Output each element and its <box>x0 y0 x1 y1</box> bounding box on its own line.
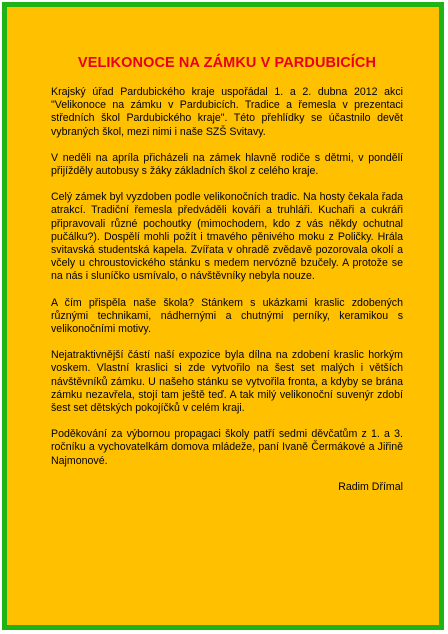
article-title: VELIKONOCE NA ZÁMKU V PARDUBICÍCH <box>77 55 377 71</box>
paragraph-1: Krajský úřad Pardubického kraje uspořádal 1. a 2. dubna 2012 akci "Velikonoce na zámku v Pardubicích. Tradice a řemesla v prezentaci středních škol Pardubického kraje". Této přehlídky se účastnilo devět vybraných škol, mezi nimi i naše SZŠ Svitavy. <box>51 86 403 138</box>
signature: Radim Dřímal <box>338 480 403 493</box>
paragraph-5: Nejatraktivnější částí naší expozice byla dílna na zdobení kraslic horkým voskem. Vlastní kraslici si zde vytvořilo na šest set malých i větších návštěvníků zámku. U našeho stánku se vytvořila fronta, a kdyby se brána zámku nezavřela, stojí tam ještě teď. A tak milý velikonoční suvenýr zdobí šest set dětských pokojíčků v celém kraji. <box>51 349 403 415</box>
paragraph-2: V neděli na apríla přicházeli na zámek hlavně rodiče s dětmi, v pondělí přijížděly autobusy s žáky základních škol z celého kraje. <box>51 151 403 178</box>
page-frame <box>2 2 444 630</box>
paragraph-4: A čím přispěla naše škola? Stánkem s ukázkami kraslic zdobených různými technikami, nádhernými a chutnými perníky, keramikou s velikonočními motivy. <box>51 296 403 336</box>
article <box>51 55 403 494</box>
paragraph-6: Poděkování za výbornou propagaci školy patří sedmi děvčatům z 1. a 3. ročníku a vychovatelkám domova mládeže, paní Ivaně Čermákové a Jiřině Najmonové. <box>51 428 403 467</box>
paragraph-3: Celý zámek byl vyzdoben podle velikonočních tradic. Na hosty čekala řada atrakcí. Tradiční řemesla předváděli kováři a truhláři. Kuchaři a cukráři připravovali různé pochoutky (mimochodem, kdo z vás někdy ochutnal pučálku?). Dospělí mohli požít i tmavého pěnivého moku z Poličky. Hrála svitavská studentská kapela. Zvířata v ohradě zvědavě pozorovala okolí a včely u chroustovického stánku s medem nervózně bzučely. A protože se na nás i sluníčko usmívalo, o návštěvníky nebyla nouze. <box>51 191 403 283</box>
